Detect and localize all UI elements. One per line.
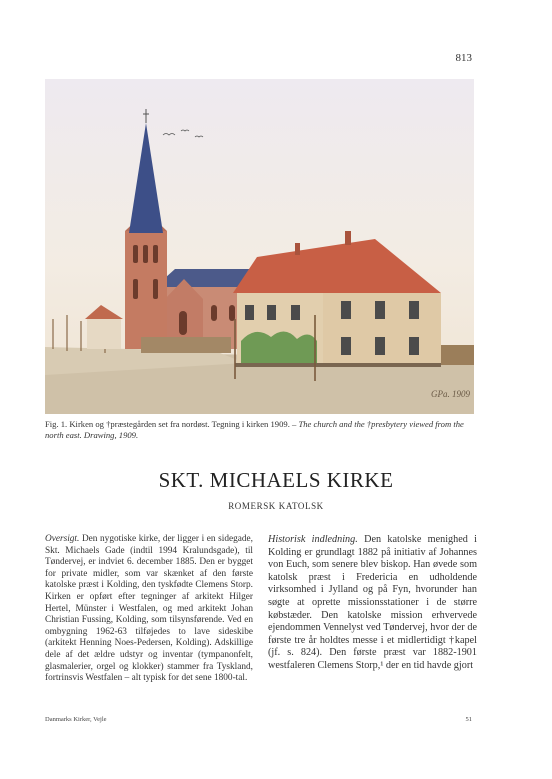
caption-italic: The church and the †presbytery viewed from the north east. Drawing, 1909. — [45, 419, 464, 440]
left-column-lead: Oversigt. — [45, 534, 80, 544]
left-column — [45, 534, 253, 685]
page-title: SKT. MICHAELS KIRKE — [158, 468, 394, 492]
page-number: 813 — [455, 52, 472, 64]
left-column-text: Den nygotiske kirke, der ligger i en sidegade, Skt. Michaels Gade (indtil 1994 Kralundsgade), til Tøndervej, er indviet 6. december 1885. Den er bygget for private midler, som var skænket af den første katolske præst i Kolding, den tyskfødte Clemens Storp. Kirken er opført efter tegninger af arkitekt Hilger Hertel, Münster i Westfalen, og med arkitekt Johan Christian Fussing, Kolding, som tilsynsførende. Ved en ombygning 1962-63 tilføjedes to lave sideskibe (arkitekt Henning Noes-Pedersen, Kolding). Adskillige dele af det ældre udstyr og inventar (tympanonfelt, glasmalerier, orgel og klokker) stammer fra Tyskland, fortrinsvis Westfalen – alt typisk for det sene 1800-tal. — [45, 534, 253, 684]
footer-number: 51 — [465, 716, 472, 723]
figure-caption — [45, 419, 477, 441]
right-column-lead: Historisk indledning. — [268, 534, 358, 545]
church-drawing — [45, 79, 474, 414]
right-column — [268, 534, 477, 673]
caption-main: Fig. 1. Kirken og †præstegården set fra nordøst. Tegning i kirken 1909. – — [45, 419, 299, 429]
drawing-signature: GPa. 1909 — [431, 389, 470, 399]
footer-source: Danmarks Kirker, Vejle — [45, 716, 107, 723]
page-subtitle: ROMERSK KATOLSK — [228, 501, 324, 511]
right-column-text: Den katolske menighed i Kolding er grundlagt 1882 på initiativ af Johannes von Euch, som senere blev biskop. Han øvede som katolsk præst i Fredericia en udholdende virksomhed i Jylland og på Fyn, hvorunder han søgte at oprette missionsstationer i de større købstæder. Den katolske mission erhvervede ejendommen Vennelyst ved Tøndervej, hvor der de første tre år holdtes messe i et midlertidigt †kapel (jf. s. 824). Den første præst var 1882-1901 westfaleren Clemens Storp,¹ der en tid havde gjort — [268, 534, 477, 671]
